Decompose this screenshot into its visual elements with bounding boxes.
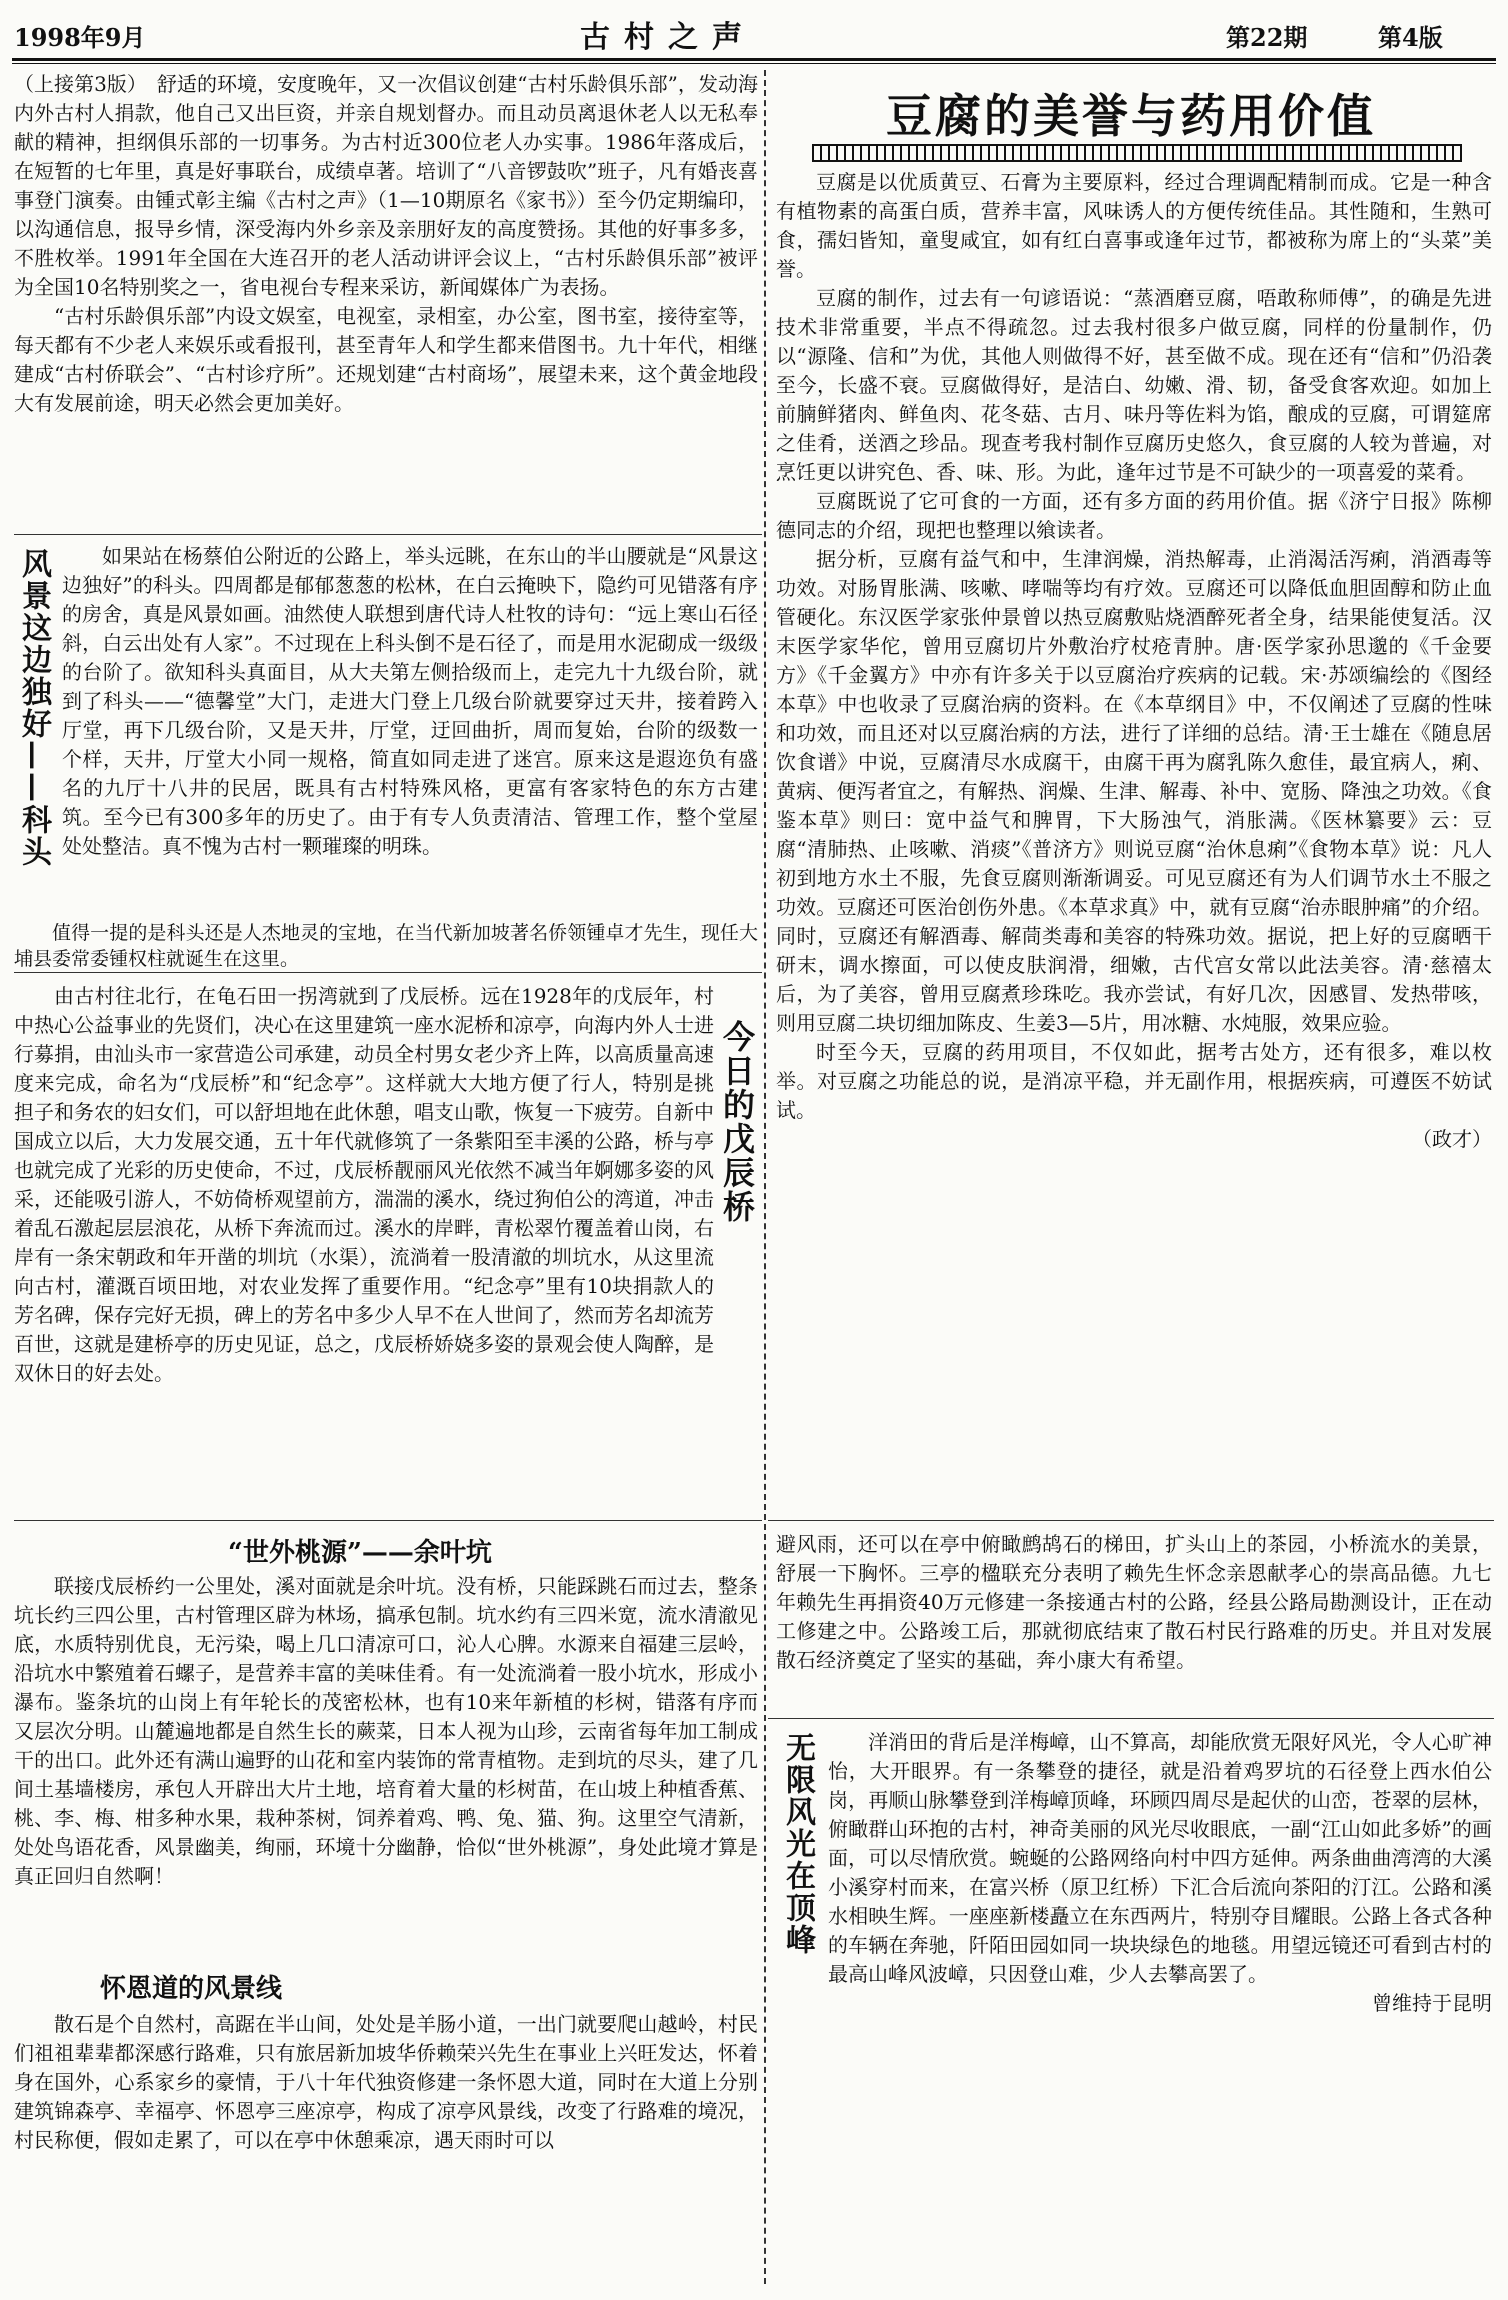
article-taoyuan [14,1572,758,1966]
header-date: 1998年9月 [14,23,146,52]
article-huaien [14,2010,758,2290]
header-rule [12,58,1496,61]
continued-huaien [776,1530,1492,1714]
fengjing-paragraph: 如果站在杨蔡伯公附近的公路上，举头远眺，在东山的半山腰就是“风景这边独好”的科头。四周都是郁郁葱葱的松林，在白云掩映下，隐约可见错落有序的房舍，真是风景如画。油然使人联想到唐代诗人杜牧的诗句：“远上寒山石径斜，白云出处有人家”。不过现在上科头倒不是石径了，而是用水泥砌成一级级的台阶了。欲知科头真面目，从大夫第左侧拾级而上，走完九十九级台阶，就到了科头——“德馨堂”大门，走进大门登上几级台阶就要穿过天井，接着跨入厅堂，再下几级台阶，又是天井，厅堂，迂回曲折，周而复始，台阶的级数一个样，天井，厅堂大小同一规格，简直如同走进了迷宫。原来这是遐迩负有盛名的九厅十八井的民居，既具有古村特殊风格，更富有客家特色的东方古建筑。至今已有300多年的历史了。由于有专人负责清洁、管理工作，整个堂屋处处整洁。真不愧为古村一颗璀璨的明珠。 [62,544,758,858]
article-doufu [776,168,1492,1514]
column-divider [764,70,766,1520]
continued-label: （上接第3版） [14,72,137,96]
taoyuan-paragraph: 联接戊辰桥约一公里处，溪对面就是余叶坑。没有桥，只能踩跳石而过去，整条坑长约三四公里，古村管理区辟为林场，搞承包制。坑水约有三四米宽，流水清澈见底，水质特别优良，无污染，喝上几口清凉可口，沁人心脾。水源来自福建三层岭，沿坑水中繁殖着石螺子，是营养丰富的美味佳肴。有一处流淌着一股小坑水，形成小瀑布。鉴条坑的山岗上有年轮长的茂密松林，也有10来年新植的杉树，错落有序而又层次分明。山麓遍地都是自然生长的蕨菜，日本人视为山珍，云南省每年加工制成干的出口。此外还有满山遍野的山花和室内装饰的常青植物。走到坑的尽头，建了几间土基墙楼房，承包人开辟出大片土地，培育着大量的杉树苗，在山坡上种植香蕉、桃、李、梅、柑多种水果，栽种茶树，饲养着鸡、鸭、兔、猫、狗。这里空气清新，处处鸟语花香，风景幽美，绚丽，环境十分幽静，恰似“世外桃源”，身处此境才算是真正回归自然啊！ [14,1574,758,1888]
continued-paragraph: （上接第3版） 舒适的环境，安度晚年，又一次倡议创建“古村乐龄俱乐部”，发动海内外古村人捐款，他自己又出巨资，并亲自规划督办。而且动员离退休老人以无私奉献的精神，担纲俱乐部的一切事务。为古村近300位老人办实事。1986年落成后，在短暂的七年里，真是好事联台，成绩卓著。培训了“八音锣鼓吹”班子，凡有婚丧喜事登门演奏。由锺式彰主编《古村之声》（1—10期原名《家书》）至今仍定期编印，以沟通信息，报导乡情，深受海内外乡亲及亲朋好友的高度赞扬。其他的好事多多，不胜枚举。1991年全国在大连召开的老人活动讲评会议上，“古村乐龄俱乐部”被评为全国10名特别奖之一，省电视台专程来采访，新闻媒体广为表扬。 [14,72,758,299]
section-divider [768,1520,1494,1521]
article-title-fengjing: 风景这边独好——科头 [16,548,51,868]
doufu-paragraph-4: 据分析，豆腐有益气和中，生津润燥，消热解毒，止消渴活泻痢，消酒毒等功效。对肠胃胀满、咳嗽、哮喘等均有疗效。豆腐还可以降低血胆固醇和防止血管硬化。东汉医学家张仲景曾以热豆腐敷贴烧酒醉死者全身，结果能使复活。汉末医学家华佗，曾用豆腐切片外敷治疗杖疮青肿。唐·医学家孙思邈的《千金要方》《千金翼方》中亦有许多关于以豆腐治疗疾病的记载。宋·苏颂编绘的《图经本草》中也收录了豆腐治病的资料。在《本草纲目》中，不仅阐述了豆腐的性味和功效，而且还对以豆腐治病的方法，进行了详细的总结。清·王士雄在《随息居饮食谱》中说，豆腐清尽水成腐干，由腐干再为腐乳陈久愈佳，最宜病人，痢、黄病、便泻者宜之，有解热、润燥、生津、解毒、补中、宽肠、降浊之功效。《食鉴本草》则曰：宽中益气和脾胃，下大肠浊气，消胀满。《医林纂要》云：豆腐“清肺热、止咳嗽、消痰”《普济方》则说豆腐“治休息痢”《食物本草》说：凡人初到地方水土不服，先食豆腐则渐渐调妥。可见豆腐还有为人们调节水土不服之功效。豆腐还可医治创伤外患。《本草求真》中，就有豆腐“治赤眼肿痛”的介绍。同时，豆腐还有解酒毒、解茼类毒和美容的特殊功效。据说，把上好的豆腐晒干研末，调水擦面，可以使皮肤润滑，细嫩，古代宫女常以此法美容。清·慈禧太后，为了美容，曾用豆腐煮珍珠吃。我亦尝试，有好几次，因感冒、发热带咳，则用豆腐二块切细加陈皮、生姜3—5片，用冰糖、水炖服，效果应验。 [776,547,1492,1035]
section-divider [14,972,762,973]
continued-paragraph: “古村乐龄俱乐部”内设文娱室，电视室，录相室，办公室，图书室，接待室等，每天都有不少老人来娱乐或看报刊，甚至青年人和学生都来借图书。九十年代，相继建成“古村侨联会”、“古村诊疗所”。还规划建“古村商场”，展望未来，这个黄金地段大有发展前途，明天必然会更加美好。 [14,304,758,415]
header-page: 第4版 [1378,23,1443,52]
masthead: 古村之声 [580,20,756,55]
article-fengjing-end [14,920,758,972]
doufu-paragraph-3: 豆腐既说了它可食的一方面，还有多方面的药用价值。据《济宁日报》陈柳德同志的介绍，现把也整理以飨读者。 [776,489,1492,542]
article-title-taoyuan: “世外桃源”——余叶坑 [228,1538,492,1568]
huaien-continued-paragraph: 避风雨，还可以在亭中俯瞰鹧鸪石的梯田，扩头山上的茶园，小桥流水的美景，舒展一下胸怀。三亭的楹联充分表明了赖先生怀念亲恩献孝心的崇高品德。九七年赖先生再捐资40万元修建一条接通古村的公路，经县公路局勘测设计，正在动工修建之中。公路竣工后，那就彻底结束了散石村民行路难的历史。并且对发展散石经济奠定了坚实的基础，奔小康大有希望。 [776,1532,1492,1672]
article-fengjing [62,542,758,968]
article-title-huaien: 怀恩道的风景线 [100,1974,283,2004]
doufu-paragraph-2: 豆腐的制作，过去有一句谚语说：“蒸酒磨豆腐，唔敢称师傅”，的确是先进技术非常重要，半点不得疏忽。过去我村很多户做豆腐，同样的份量制作，仍以“源隆、信和”为优，其他人则做得不好，甚至做不成。现在还有“信和”仍沿袭至今，长盛不衰。豆腐做得好，是洁白、幼嫩、滑、韧，备受食客欢迎。如加上前腩鲜猪肉、鲜鱼肉、花冬菇、古月、味丹等佐料为馅，酿成的豆腐，可谓筵席之佳肴，送酒之珍品。现查考我村制作豆腐历史悠久，食豆腐的人较为普遍，对烹饪更以讲究色、香、味、形。为此，逢年过节是不可缺少的一项喜爱的菜肴。 [776,286,1492,484]
section-divider [14,534,762,535]
continued-article [14,70,758,526]
title-ornament [812,144,1462,162]
article-title-chenqiao: 今日的戊辰桥 [718,1020,756,1224]
header-issue: 第22期 [1226,23,1308,52]
article-title-wuxian: 无限风光在顶峰 [780,1732,815,1956]
wuxian-author: 曾维持于昆明 [1372,1991,1492,2015]
chenqiao-paragraph: 由古村往北行，在龟石田一拐湾就到了戊辰桥。远在1928年的戊辰年，村中热心公益事业的先贤们，决心在这里建筑一座水泥桥和凉亭，向海内外人士进行募捐，由汕头市一家营造公司承建，动员全村男女老少齐上阵，以高质量高速度来完成，命名为“戊辰桥”和“纪念亭”。这样就大大地方便了行人，特别是挑担子和务农的妇女们，可以舒坦地在此休憩，唱支山歌，恢复一下疲劳。自新中国成立以后，大力发展交通，五十年代就修筑了一条紫阳至丰溪的公路，桥与亭也就完成了光彩的历史使命，不过，戊辰桥靓丽风光依然不减当年婀娜多姿的风采，还能吸引游人，不妨倚桥观望前方，湍湍的溪水，绕过狗伯公的湾道，冲击着乱石激起层层浪花，从桥下奔流而过。溪水的岸畔，青松翠竹覆盖着山岗，右岸有一条宋朝政和年开凿的圳坑（水渠），流淌着一股清澈的圳坑水，从这里流向古村，灌溉百顷田地，对农业发挥了重要作用。“纪念亭”里有10块捐款人的芳名碑，保存完好无损，碑上的芳名中多少人早不在人世间了，然而芳名却流芳百世，这就是建桥亭的历史见证，总之，戊辰桥娇娆多姿的景观会使人陶醉，是双休日的好去处。 [14,984,714,1385]
wuxian-paragraph: 洋消田的背后是洋梅嶂，山不算高，却能欣赏无限好风光，令人心旷神怡，大开眼界。有一条攀登的捷径，就是沿着鸡罗坑的石径登上西水伯公岗，再顺山脉攀登到洋梅嶂顶峰，环顾四周尽是起伏的山峦，苍翠的层林，俯瞰群山环抱的古村，神奇美丽的风光尽收眼底，一副“江山如此多娇”的画面，可以尽情欣赏。蜿蜒的公路网络向村中四方延伸。两条曲曲湾湾的大溪小溪穿村而来，在富兴桥（原卫红桥）下汇合后流向茶阳的汀江。公路和溪水相映生辉。一座座新楼矗立在东西两片，特别夺目耀眼。公路上各式各种的车辆在奔驰，阡陌田园如同一块块绿色的地毯。用望远镜还可看到古村的最高山峰风波嶂，只因登山难，少人去攀高罢了。 [828,1730,1492,1986]
doufu-paragraph-5: 时至今天，豆腐的药用项目，不仅如此，据考古处方，还有很多，难以枚举。对豆腐之功能总的说，是消凉平稳，并无副作用，根据疾病，可遵医不妨试试。 [776,1040,1492,1122]
article-wuxian [828,1728,1492,2290]
article-title-doufu: 豆腐的美誉与药用价值 [886,89,1376,143]
doufu-paragraph-1: 豆腐是以优质黄豆、石膏为主要原料，经过合理调配精制而成。它是一种含有植物素的高蛋白质，营养丰富，风味诱人的方便传统佳品。其性随和，生熟可食，孺妇皆知，童叟咸宜，如有红白喜事或逢年过节，都被称为席上的“头菜”美誉。 [776,170,1492,281]
fengjing-paragraph-2: 值得一提的是科头还是人杰地灵的宝地，在当代新加坡著名侨领锺卓才先生，现任大埔县委常委锺权柱就诞生在这里。 [14,922,758,970]
article-chenqiao [14,982,714,1514]
column-divider [764,1524,766,2284]
huaien-paragraph: 散石是个自然村，高踞在半山间，处处是羊肠小道，一出门就要爬山越岭，村民们祖祖辈辈都深感行路难，只有旅居新加坡华侨赖荣兴先生在事业上兴旺发达，怀着身在国外，心系家乡的豪情，于八十年代独资修建一条怀恩大道，同时在大道上分别建筑锦森亭、幸福亭、怀恩亭三座凉亭，构成了凉亭风景线，改变了行路难的境况，村民称便，假如走累了，可以在亭中休憩乘凉，遇天雨时可以 [14,2012,758,2152]
section-divider [768,1718,1494,1719]
doufu-author: （政才） [1412,1127,1492,1151]
header-rule-thin [12,63,1496,64]
section-divider [14,1520,762,1521]
